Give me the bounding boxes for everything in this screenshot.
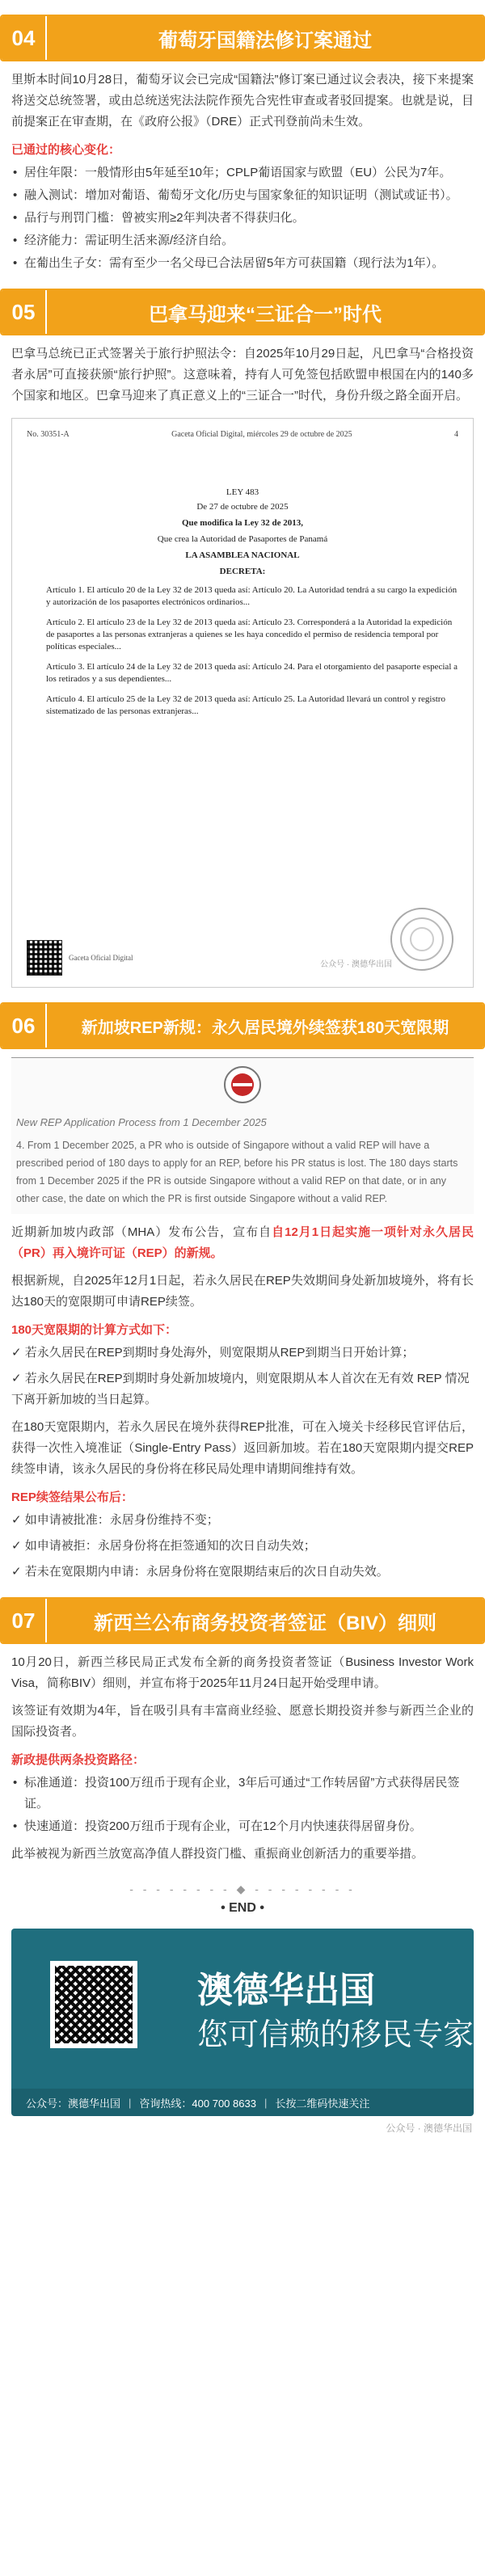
separator: |	[264, 2096, 268, 2109]
list-item: • 标准通道：投资100万纽币于现有企业，3年后可通过“工作转居留”方式获得居民签证。	[11, 1773, 474, 1815]
qr-code[interactable]	[50, 1961, 137, 2048]
brand-name: 澳德华出国	[197, 1971, 375, 2010]
section-06-p2: 根据新规，自2025年12月1日起，若永久居民在REP失效期间身处新加坡境外，将有长达180天的宽限期可申请REP续签。	[11, 1274, 474, 1309]
section-06-p3: 在180天宽限期内，若永久居民在境外获得REP批准，可在入境关卡经移民官评估后，获得一次性入境准证（Single-Entry Pass）返回新加坡。若在180天宽限期内提交REP续签申请，该永久居民的身份将在移民局处理申请期间维持有效。	[11, 1420, 474, 1476]
check-item: ✓ 若永久居民在REP到期时身处新加坡境内，则宽限期从本人首次在无有效 REP 情况下离开新加坡的当日起算。	[11, 1372, 470, 1406]
follow-hint: 长按二维码快速关注	[275, 2097, 370, 2110]
section-title: 巴拿马迎来“三证合一”时代	[47, 290, 483, 334]
section-06-sub1: 180天宽限期的计算方式如下：	[11, 1323, 178, 1337]
section-06-header	[0, 1002, 485, 1049]
article-text: Artículo 2. El artículo 23 de la Ley 32 de 2013 queda así: Artículo 23. Corresponderá a la Autoridad la expedición de pasaportes a las personas extranjeras a quienes se les haya concedido el permiso de residencia temporal por políticas especiales...	[46, 618, 453, 651]
divider: - - - - - - - - ◆ - - - - - - - -	[129, 1882, 356, 1895]
assembly-heading: LA ASAMBLEA NACIONAL	[185, 550, 300, 560]
brand-slogan: 您可信赖的移民专家	[197, 2018, 474, 2052]
qr-code-icon	[27, 940, 62, 976]
list-item: • 居住年限：一般情形由5年延至10年；CPLP葡语国家与欧盟（EU）公民为7年。	[11, 162, 474, 183]
gazette-meta	[27, 430, 458, 439]
seal-icon	[390, 908, 453, 971]
section-number: 07	[2, 1599, 45, 1642]
section-07-subheading: 新政提供两条投资路径：	[11, 1753, 146, 1767]
gazette-source: Gaceta Oficial Digital, miércoles 29 de octubre de 2025	[171, 430, 352, 439]
list-item: • 品行与刑罚门槛：曾被实刑≥2年判决者不得获归化。	[11, 208, 474, 229]
section-07-p3: 此举被视为新西兰放宽高净值人群投资门槛、重振商业创新活力的重要举措。	[11, 1847, 424, 1861]
gazette-footer	[27, 940, 133, 976]
section-07-p2: 该签证有效期为4年，旨在吸引具有丰富商业经验、愿意长期投资并参与新西兰企业的国际投资者。	[11, 1704, 474, 1739]
list-item: • 快速通道：投资200万纽币于现有企业，可在12个月内快速获得居留身份。	[11, 1816, 474, 1837]
sg-quote-box	[11, 1057, 474, 1214]
section-07-list	[0, 1773, 485, 1837]
list-item: • 经济能力：需证明生活来源/经济自给。	[11, 230, 474, 251]
banner-footer	[11, 2089, 474, 2116]
section-05-header	[0, 289, 485, 335]
article-text: Artículo 3. El artículo 24 de la Ley 32 de 2013 queda así: Artículo 24. Para el otorgamiento del pasaporte especial a los retirados y a sus dependientes...	[46, 662, 458, 684]
p1-pre: 近期新加坡内政部（MHA）发布公告，宣布自	[11, 1225, 272, 1239]
section-title: 新加坡REP新规：永久居民境外续签获180天宽限期	[47, 1004, 483, 1048]
section-07-p1: 10月20日，新西兰移民局正式发布全新的商务投资者签证（Business Investor Work Visa，简称BIV）细则，并宣布将于2025年11月24日起开始受理申请。	[11, 1655, 474, 1690]
section-04-header	[0, 15, 485, 61]
article-text: Artículo 4. El artículo 25 de la Ley 32 de 2013 queda así: Artículo 25. La Autoridad llevará un control y registro sistematizado de las personas extranjeras...	[46, 694, 445, 716]
section-04-list	[0, 162, 485, 274]
quote-title: New REP Application Process from 1 December 2025	[16, 1116, 267, 1128]
section-04-intro: 里斯本时间10月28日，葡萄牙议会已完成“国籍法”修订案已通过议会表决，接下来提案将送交总统签署，或由总统送宪法法院作预先合宪性审查或者驳回提案。也就是说，目前提案正在审查期，在《政府公报》（DRE）正式刊登前尚未生效。	[11, 73, 474, 129]
qr-code-icon	[55, 1966, 133, 2043]
official-account: 公众号：澳德华出国	[26, 2097, 121, 2110]
section-06-p1	[0, 1222, 485, 1264]
article-text: Artículo 1. El artículo 20 de la Ley 32 de 2013 queda así: Artículo 20. La Autoridad tendrá a su cargo la expedición y autorización de los pasaportes electrónicos ordinarios...	[46, 585, 458, 607]
article	[0, 15, 485, 2140]
ley-desc-1: Que modifica la Ley 32 de 2013,	[181, 518, 304, 528]
check-item: ✓ 若未在宽限期内申请：永居身份将在宽限期结束后的次日自动失效。	[11, 1565, 389, 1579]
end-marker: • END •	[221, 1901, 264, 1915]
section-title: 新西兰公布商务投资者签证（BIV）细则	[47, 1599, 483, 1642]
gazette-document-image	[11, 418, 474, 988]
section-number: 05	[2, 290, 45, 334]
list-item: • 融入测试：增加对葡语、葡萄牙文化/历史与国家象征的知识证明（测试或证书）。	[11, 185, 474, 206]
section-title: 葡萄牙国籍法修订案通过	[47, 16, 483, 60]
separator: |	[129, 2096, 132, 2109]
wechat-watermark: 公众号 · 澳德华出国	[386, 2123, 472, 2134]
hotline[interactable]: 咨询热线：400 700 8633	[139, 2097, 256, 2110]
quote-text: 4. From 1 December 2025, a PR who is outside of Singapore without a valid REP will have a prescribed period of 180 days to apply for an REP, before his PR status is lost. The 180 days starts from 1 December 2025 if the PR is outside Singapore without a valid REP on that date, or in any other case, the date on which the PR is first outside Singapore without a valid REP.	[16, 1140, 458, 1204]
section-number: 06	[2, 1004, 45, 1048]
section-07-header	[0, 1597, 485, 1644]
section-05-intro: 巴拿马总统已正式签署关于旅行护照法令：自2025年10月29日起，凡巴拿马“合格投资者永居”可直接获颁“旅行护照”。这意味着，持有人可免签包括欧盟申根国在内的140多个国家和地区。巴拿马迎来了真正意义上的“三证合一”时代，身份升级之路全面开启。	[11, 347, 474, 403]
check-item: ✓ 如申请被拒：永居身份将在拒签通知的次日自动失效；	[11, 1539, 316, 1553]
check-item: ✓ 若永久居民在REP到期时身处海外，则宽限期从REP到期当日开始计算；	[11, 1346, 415, 1360]
section-number: 04	[2, 16, 45, 60]
gazette-number: No. 30351-A	[27, 430, 70, 439]
ley-date: De 27 de octubre de 2025	[196, 502, 289, 512]
check-item: ✓ 如申请被批准：永居身份维持不变；	[11, 1513, 219, 1527]
ley-number: LEY 483	[226, 487, 259, 497]
decreta-heading: DECRETA:	[219, 567, 266, 576]
gazette-page: 4	[454, 430, 458, 439]
list-item: • 在葡出生子女：需有至少一名父母已合法居留5年方可获国籍（现行法为1年）。	[11, 253, 474, 274]
section-06-sub2: REP续签结果公布后：	[11, 1490, 133, 1504]
gazette-footer-text: Gaceta Oficial Digital	[69, 954, 133, 962]
ley-desc-2: Que crea la Autoridad de Pasaportes de Panamá	[157, 534, 328, 544]
watermark: 公众号 · 澳德华出国	[320, 960, 392, 969]
p1-highlight: 自12月1日起实施一项针对永久居民（PR）再入境许可证（REP）的新规。	[11, 1225, 474, 1260]
crest-icon	[16, 1065, 469, 1111]
footer-banner	[11, 1929, 474, 2116]
section-04-subheading: 已通过的核心变化：	[11, 143, 121, 157]
